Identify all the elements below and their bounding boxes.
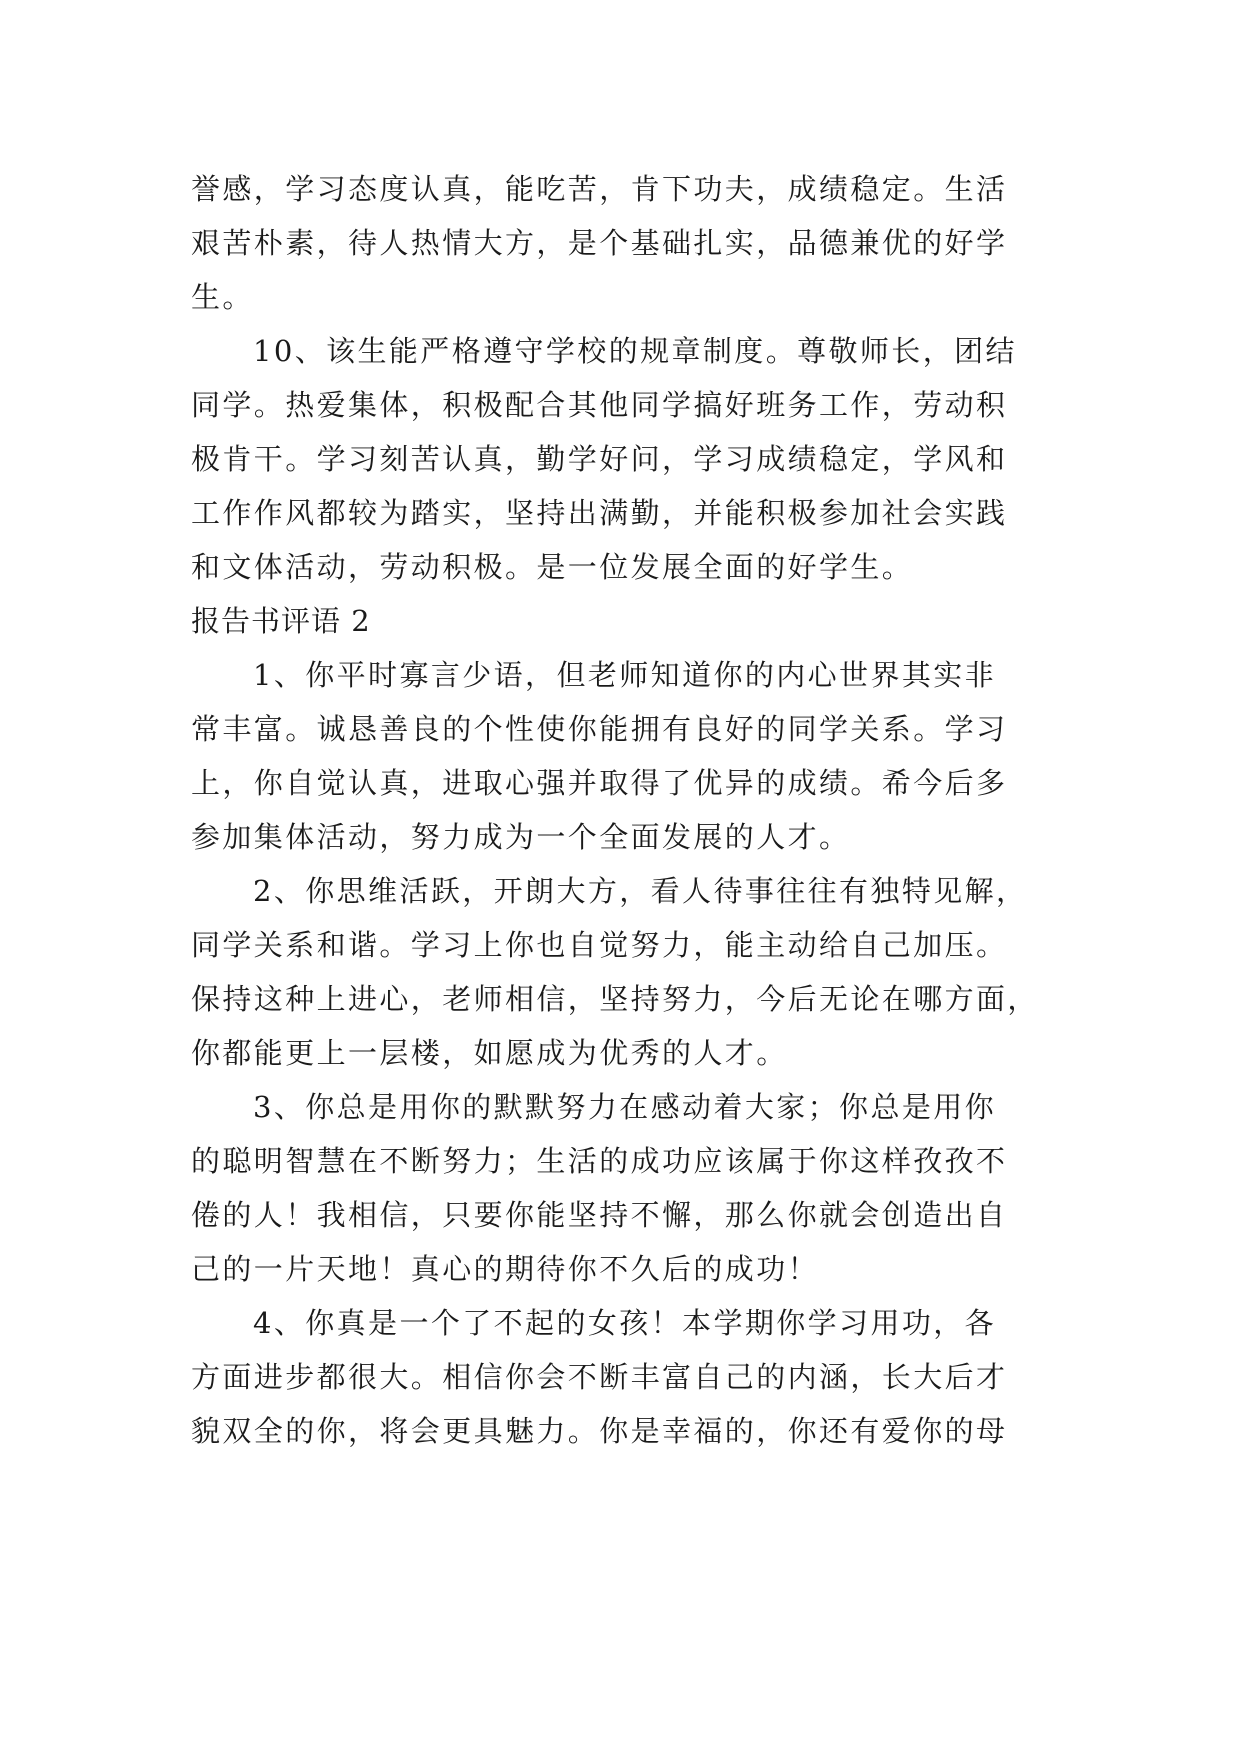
text-line: 生。 [191, 280, 254, 314]
text-line: 和文体活动，劳动积极。是一位发展全面的好学生。 [191, 550, 914, 584]
text-line: 誉感，学习态度认真，能吃苦，肯下功夫，成绩稳定。生活 [191, 172, 1008, 206]
text-line: 参加集体活动，努力成为一个全面发展的人才。 [191, 820, 851, 854]
text-line: 1、你平时寡言少语，但老师知道你的内心世界其实非 [253, 658, 997, 692]
text-line: 貌双全的你，将会更具魅力。你是幸福的，你还有爱你的母 [191, 1414, 1008, 1448]
text-line: 10、该生能严格遵守学校的规章制度。尊敬师长，团结 [253, 334, 1017, 368]
section-heading: 报告书评语 2 [191, 604, 371, 638]
text-line: 同学关系和谐。学习上你也自觉努力，能主动给自己加压。 [191, 928, 1008, 962]
text-line: 极肯干。学习刻苦认真，勤学好问，学习成绩稳定，学风和 [191, 442, 1008, 476]
text-line: 艰苦朴素，待人热情大方，是个基础扎实，品德兼优的好学 [191, 226, 1008, 260]
text-line: 上，你自觉认真，进取心强并取得了优异的成绩。希今后多 [191, 766, 1008, 800]
text-line: 2、你思维活跃，开朗大方，看人待事往往有独特见解， [253, 874, 1028, 908]
document-body [191, 162, 1051, 1458]
text-line: 倦的人！我相信，只要你能坚持不懈，那么你就会创造出自 [191, 1198, 1008, 1232]
text-line: 常丰富。诚恳善良的个性使你能拥有良好的同学关系。学习 [191, 712, 1008, 746]
text-line: 工作作风都较为踏实，坚持出满勤，并能积极参加社会实践 [191, 496, 1008, 530]
text-line: 保持这种上进心，老师相信，坚持努力，今后无论在哪方面， [191, 982, 1039, 1016]
text-line: 己的一片天地！真心的期待你不久后的成功！ [191, 1252, 820, 1286]
text-line: 4、你真是一个了不起的女孩！本学期你学习用功，各 [253, 1306, 997, 1340]
text-line: 你都能更上一层楼，如愿成为优秀的人才。 [191, 1036, 788, 1070]
text-line: 3、你总是用你的默默努力在感动着大家；你总是用你 [253, 1090, 997, 1124]
text-line: 方面进步都很大。相信你会不断丰富自己的内涵，长大后才 [191, 1360, 1008, 1394]
text-line: 同学。热爱集体，积极配合其他同学搞好班务工作，劳动积 [191, 388, 1008, 422]
text-line: 的聪明智慧在不断努力；生活的成功应该属于你这样孜孜不 [191, 1144, 1008, 1178]
